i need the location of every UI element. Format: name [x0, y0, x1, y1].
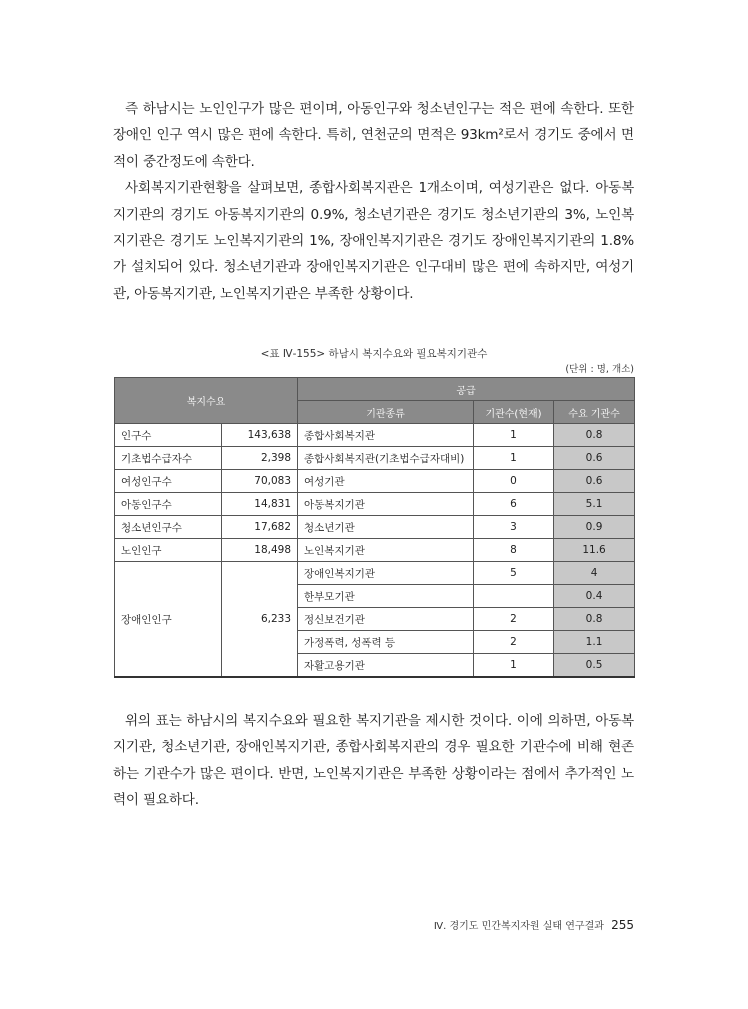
current-count [474, 585, 554, 608]
page-number: 255 [611, 918, 634, 932]
welfare-table [114, 377, 635, 678]
demand-label-disabled: 장애인인구 [115, 562, 222, 678]
demand-label: 인구수 [115, 424, 222, 447]
facility-type: 여성기관 [298, 470, 474, 493]
table-row [115, 470, 635, 493]
header-supply: 공급 [298, 378, 635, 401]
paragraph-conclusion: 위의 표는 하남시의 복지수요와 필요한 복지기관을 제시한 것이다. 이에 의하면, 아동복지기관, 청소년기관, 장애인복지기관, 종합사회복지관의 경우 필요한 기관수에 비해 현존하는 기관수가 많은 편이다. 반면, 노인복지기관은 부족한 상황이라는 점에서 추가적인 노력이 필요하다. [113, 713, 634, 809]
intro-text [113, 96, 634, 307]
current-count: 1 [474, 447, 554, 470]
facility-type: 자활고용기관 [298, 654, 474, 678]
table-unit: (단위 : 명, 개소) [565, 364, 634, 375]
current-count: 3 [474, 516, 554, 539]
current-count: 8 [474, 539, 554, 562]
needed-count: 4 [554, 562, 635, 585]
table-row [115, 424, 635, 447]
demand-value: 2,398 [222, 447, 298, 470]
table-caption: <표 Ⅳ-155> 하남시 복지수요와 필요복지기관수 [260, 348, 488, 360]
facility-type: 종합사회복지관(기초법수급자대비) [298, 447, 474, 470]
facility-type: 아동복지기관 [298, 493, 474, 516]
needed-count: 0.5 [554, 654, 635, 678]
demand-value: 70,083 [222, 470, 298, 493]
paragraph-facilities: 사회복지기관현황을 살펴보면, 종합사회복지관은 1개소이며, 여성기관은 없다. 아동복지기관의 경기도 아동복지기관의 0.9%, 청소년기관은 경기도 청소년기관의 3%, 노인복지기관은 경기도 노인복지기관의 1%, 장애인복지기관은 경기도 장애인복지기관의 1.8%가 설치되어 있다. 청소년기관과 장애인복지기관은 인구대비 많은 편에 속하지만, 여성기관, 아동복지기관, 노인복지기관은 부족한 상황이다. [113, 180, 634, 302]
needed-count: 1.1 [554, 631, 635, 654]
demand-label: 청소년인구수 [115, 516, 222, 539]
header-current: 기관수(현재) [474, 401, 554, 424]
table-row [115, 493, 635, 516]
demand-value: 14,831 [222, 493, 298, 516]
current-count: 5 [474, 562, 554, 585]
needed-count: 0.8 [554, 608, 635, 631]
demand-value: 143,638 [222, 424, 298, 447]
needed-count: 0.6 [554, 470, 635, 493]
demand-value: 17,682 [222, 516, 298, 539]
facility-type: 정신보건기관 [298, 608, 474, 631]
paragraph-demographics: 즉 하남시는 노인인구가 많은 편이며, 아동인구와 청소년인구는 적은 편에 속한다. 또한 장애인 인구 역시 많은 편에 속한다. 특히, 연천군의 면적은 93km²로서 경기도 중에서 면적이 중간정도에 속한다. [113, 101, 634, 170]
header-needed: 수요 기관수 [554, 401, 635, 424]
current-count: 2 [474, 608, 554, 631]
table-row [115, 562, 635, 585]
facility-type: 청소년기관 [298, 516, 474, 539]
facility-type: 종합사회복지관 [298, 424, 474, 447]
demand-label: 기초법수급자수 [115, 447, 222, 470]
header-type: 기관종류 [298, 401, 474, 424]
page-footer [380, 917, 634, 932]
current-count: 2 [474, 631, 554, 654]
conclusion-text [113, 708, 634, 814]
current-count: 0 [474, 470, 554, 493]
table-row [115, 516, 635, 539]
needed-count: 0.8 [554, 424, 635, 447]
demand-label: 노인인구 [115, 539, 222, 562]
needed-count: 5.1 [554, 493, 635, 516]
table-row [115, 539, 635, 562]
table-row [115, 447, 635, 470]
header-demand: 복지수요 [115, 378, 298, 424]
demand-value: 18,498 [222, 539, 298, 562]
facility-type: 한부모기관 [298, 585, 474, 608]
demand-label: 아동인구수 [115, 493, 222, 516]
current-count: 6 [474, 493, 554, 516]
current-count: 1 [474, 654, 554, 678]
current-count: 1 [474, 424, 554, 447]
needed-count: 0.4 [554, 585, 635, 608]
demand-value-disabled: 6,233 [222, 562, 298, 678]
facility-type: 가정폭력, 성폭력 등 [298, 631, 474, 654]
needed-count: 0.6 [554, 447, 635, 470]
facility-type: 장애인복지기관 [298, 562, 474, 585]
needed-count: 11.6 [554, 539, 635, 562]
needed-count: 0.9 [554, 516, 635, 539]
footer-chapter: Ⅳ. 경기도 민간복지자원 실태 연구결과 [433, 921, 604, 932]
demand-label: 여성인구수 [115, 470, 222, 493]
facility-type: 노인복지기관 [298, 539, 474, 562]
